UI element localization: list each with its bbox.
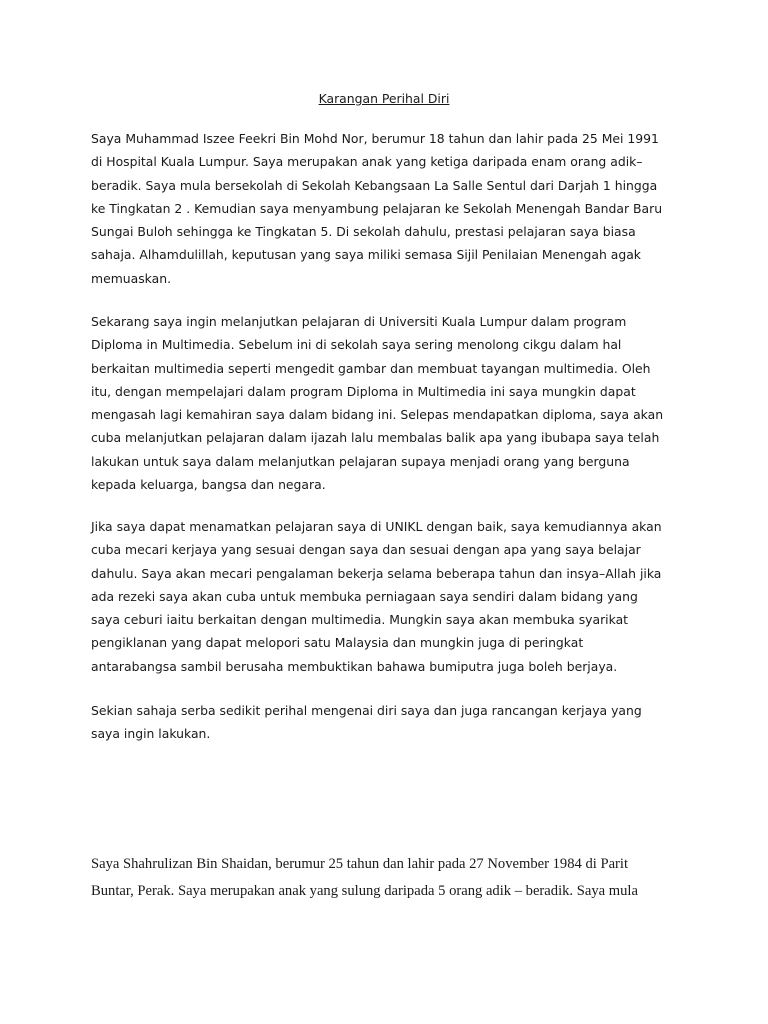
text-line: cuba mecari kerjaya yang sesuai dengan saya dan sesuai dengan apa yang saya belajar	[91, 542, 641, 558]
text-line: sahaja. Alhamdulillah, keputusan yang saya miliki semasa Sijil Penilaian Menengah agak	[91, 247, 641, 263]
text-line: ke Tingkatan 2 . Kemudian saya menyambung pelajaran ke Sekolah Menengah Bandar Baru	[91, 200, 663, 216]
text-line: Saya Shahrulizan Bin Shaidan, berumur 25 tahun dan lahir pada 27 November 1984 di Parit	[91, 856, 629, 872]
text-line: kepada keluarga, bangsa dan negara.	[91, 477, 326, 493]
text-line: saya ingin lakukan.	[91, 726, 211, 742]
text-line: cuba melanjutkan pelajaran dalam ijazah lalu membalas balik apa yang ibubapa saya telah	[91, 430, 660, 446]
text-line: Jika saya dapat menamatkan pelajaran saya di UNIKL dengan baik, saya kemudiannya akan	[91, 519, 662, 534]
text-line: antarabangsa sambil berusaha membuktikan bahawa bumiputra juga boleh berjaya.	[91, 658, 618, 674]
document-title: Karangan Perihal Diri	[318, 91, 450, 106]
text-line: pengiklanan yang dapat melopori satu Malaysia dan mungkin juga di peringkat	[91, 635, 584, 651]
text-line: itu, dengan mempelajari dalam program Diploma in Multimedia ini saya mungkin dapat	[91, 383, 636, 399]
text-line: saya ceburi iaitu berkaitan dengan multimedia. Mungkin saya akan membuka syarikat	[91, 612, 629, 628]
paragraph-intro	[91, 127, 691, 290]
text-line: beradik. Saya mula bersekolah di Sekolah Kebangsaan La Salle Sentul dari Darjah 1 hingga	[91, 177, 658, 193]
text-line: di Hospital Kuala Lumpur. Saya merupakan anak yang ketiga daripada enam orang adik–	[91, 154, 643, 170]
text-line: Sekarang saya ingin melanjutkan pelajaran di Universiti Kuala Lumpur dalam program	[91, 314, 627, 329]
text-line: Buntar, Perak. Saya merupakan anak yang sulung daripada 5 orang adik – beradik. Saya mula	[91, 883, 638, 899]
text-line: mengasah lagi kemahiran saya dalam bidang ini. Selepas mendapatkan diploma, saya akan	[91, 407, 664, 423]
text-line: lakukan untuk saya dalam melanjutkan pelajaran supaya menjadi orang yang berguna	[91, 453, 630, 469]
text-line: Diploma in Multimedia. Sebelum ini di sekolah saya sering menolong cikgu dalam hal	[91, 337, 622, 353]
text-line: Sungai Buloh sehingga ke Tingkatan 5. Di sekolah dahulu, prestasi pelajaran saya biasa	[91, 224, 636, 240]
paragraph-closing	[91, 699, 691, 746]
text-line: memuaskan.	[91, 270, 172, 286]
text-line: berkaitan multimedia seperti mengedit gambar dan membuat tayangan multimedia. Oleh	[91, 360, 651, 376]
paragraph-career	[91, 515, 691, 678]
paragraph-studies	[91, 310, 691, 496]
text-line: Sekian sahaja serba sedikit perihal mengenai diri saya dan juga rancangan kerjaya yang	[91, 703, 642, 718]
text-line: dahulu. Saya akan mecari pengalaman bekerja selama beberapa tahun dan insya–Allah jika	[91, 565, 662, 581]
text-line: Saya Muhammad Iszee Feekri Bin Mohd Nor, berumur 18 tahun dan lahir pada 25 Mei 1991	[91, 131, 659, 146]
paragraph-second-author	[91, 851, 691, 905]
text-line: ada rezeki saya akan cuba untuk membuka perniagaan saya sendiri dalam bidang yang	[91, 588, 638, 604]
